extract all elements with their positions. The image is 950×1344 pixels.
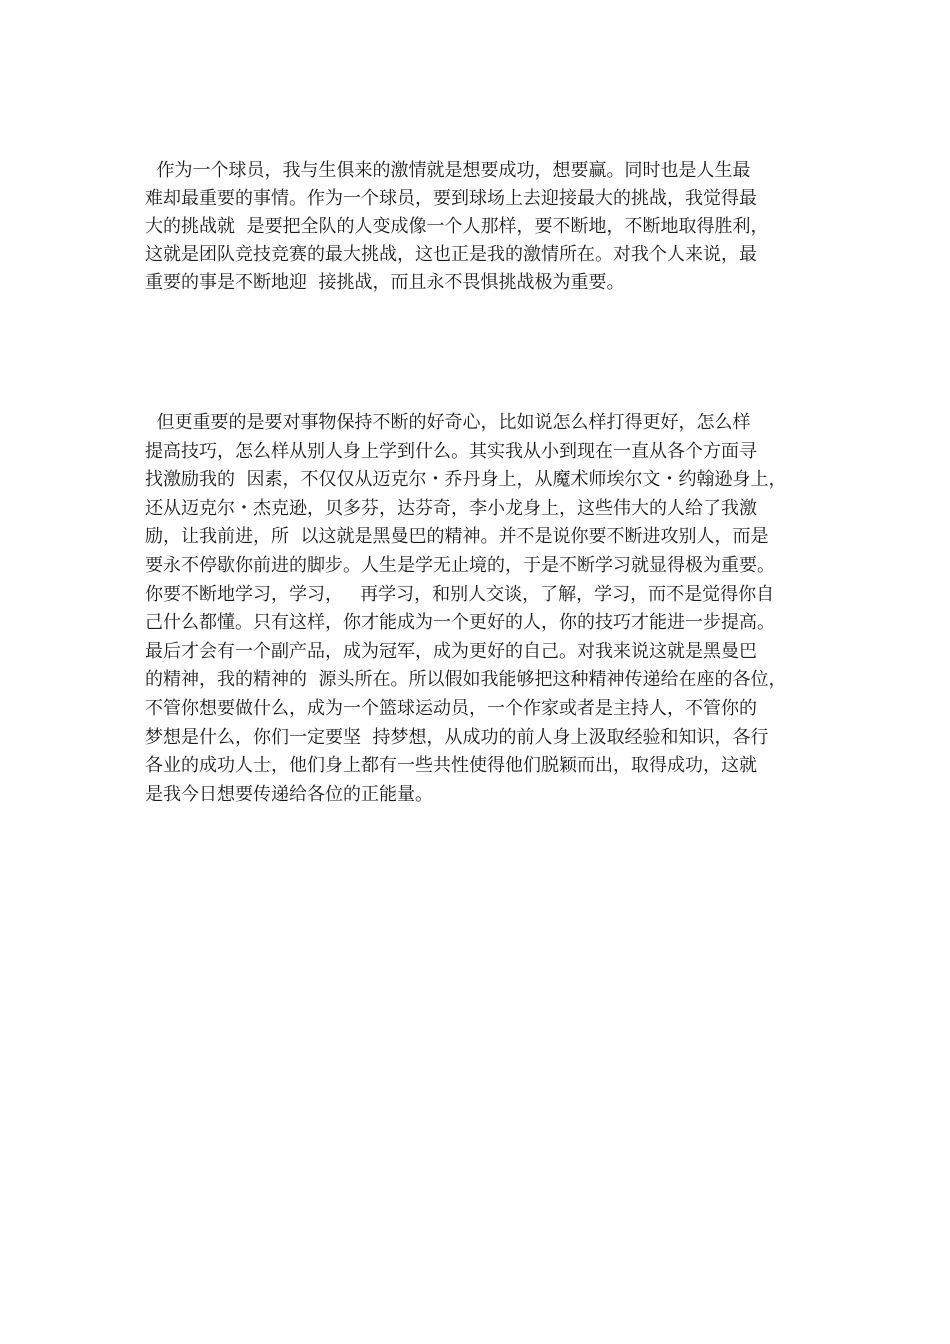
text-line: 的精神，我的精神的 源头所在。所以假如我能够把这种精神传递给在座的各位， <box>145 669 787 691</box>
text-line: 还从迈克尔・杰克逊，贝多芬，达芬奇，李小龙身上，这些伟大的人给了我激 <box>145 497 757 519</box>
text-line: 难却最重要的事情。作为一个球员，要到球场上去迎接最大的挑战，我觉得最 <box>145 188 757 209</box>
text-line: 大的挑战就 是要把全队的人变成像一个人那样，要不断地，不断地取得胜利， <box>145 216 769 237</box>
text-line: 己什么都懂。只有这样，你才能成为一个更好的人，你的技巧才能进一步提高。 <box>145 612 775 634</box>
text-line: 提高技巧，怎么样从别人身上学到什么。其实我从小到现在一直从各个方面寻 <box>145 440 757 462</box>
text-line: 励，让我前进，所 以这就是黑曼巴的精神。并不是说你要不断进攻别人，而是 <box>145 526 769 548</box>
text-line: 梦想是什么，你们一定要坚 持梦想，从成功的前人身上汲取经验和知识，各行 <box>145 726 769 748</box>
text-line: 各业的成功人士，他们身上都有一些共性使得他们脱颖而出，取得成功，这就 <box>145 755 757 777</box>
text-line: 你要不断地学习，学习， 再学习，和别人交谈，了解，学习，而不是觉得你自 <box>145 583 775 605</box>
text-line: 找激励我的 因素，不仅仅从迈克尔・乔丹身上，从魔术师埃尔文・约翰逊身上， <box>145 469 787 491</box>
paragraph-2 <box>145 409 825 809</box>
text-line: 是我今日想要传递给各位的正能量。 <box>145 783 433 805</box>
text-line: 作为一个球员，我与生俱来的激情就是想要成功，想要赢。同时也是人生最 <box>145 160 751 181</box>
text-line: 重要的事是不断地迎 接挑战，而且永不畏惧挑战极为重要。 <box>145 272 625 293</box>
text-line: 但更重要的是要对事物保持不断的好奇心，比如说怎么样打得更好，怎么样 <box>145 412 751 433</box>
text-line: 最后才会有一个副产品，成为冠军，成为更好的自己。对我来说这就是黑曼巴 <box>145 640 757 662</box>
text-line: 这就是团队竞技竞赛的最大挑战，这也正是我的激情所在。对我个人来说，最 <box>145 244 757 265</box>
text-line: 要永不停歇你前进的脚步。人生是学无止境的，于是不断学习就显得极为重要。 <box>145 554 775 576</box>
paragraph-1 <box>145 157 825 297</box>
text-line: 不管你想要做什么，成为一个篮球运动员，一个作家或者是主持人，不管你的 <box>145 697 757 719</box>
